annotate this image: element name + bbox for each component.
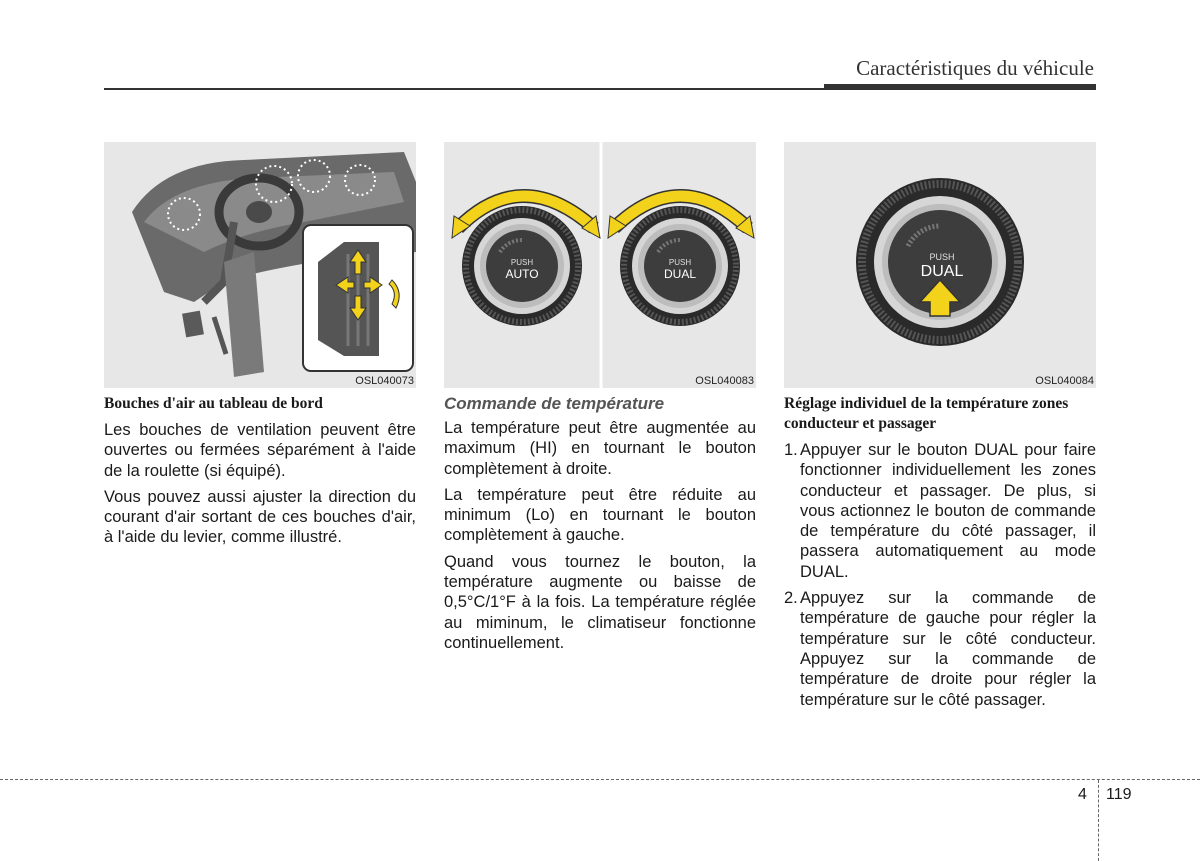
header-rule-accent — [824, 84, 1096, 89]
knob-left-push-text: PUSH — [510, 258, 534, 267]
list-item — [784, 588, 1096, 710]
dual-knob-push-illustration — [784, 142, 1096, 388]
figure-dashboard-vents — [104, 142, 416, 388]
knob-right-push-text: PUSH — [668, 258, 692, 267]
figure-temperature-knobs — [444, 142, 756, 388]
figure-code: OSL040084 — [1035, 375, 1094, 387]
section-heading: Bouches d'air au tableau de bord — [104, 395, 323, 412]
steps-list — [784, 440, 1096, 710]
step-number: 1. — [784, 441, 798, 459]
paragraph: Vous pouvez aussi ajuster la direction du courant d'air sortant de ces bouches d'air, à l'aide du levier, comme illustré. — [104, 487, 416, 547]
figure-code: OSL040083 — [695, 375, 754, 387]
paragraph: La température peut être réduite au minimum (Lo) en tournant le bouton complètement à gauche. — [444, 485, 756, 545]
knob-right-label: DUAL — [663, 267, 697, 281]
paragraph: Quand vous tournez le bouton, la température augmente ou baisse de 0,5°C/1°F à la fois. La température réglée au miminum, le climatiseur fonctionne continuellement. — [444, 552, 756, 652]
section-heading: Réglage individuel de la température zones conducteur et passager — [784, 395, 1069, 432]
knob-left-label: AUTO — [505, 267, 539, 281]
footer-rule — [0, 779, 1200, 780]
list-item — [784, 440, 1096, 582]
dashboard-vents-illustration — [104, 142, 416, 388]
step-text: Appuyez sur la commande de température de gauche pour régler la température sur le côté conducteur. Appuyez sur la commande de température de droite pour régler la température sur le côté passager. — [800, 589, 1096, 709]
figure-code: OSL040073 — [355, 375, 414, 387]
temperature-knobs-illustration — [444, 142, 756, 388]
running-header-title: Caractéristiques du véhicule — [856, 56, 1094, 80]
step-text: Appuyer sur le bouton DUAL pour faire fonctionner individuellement les zones conducteur et passager. De plus, si vous actionnez le bouton de commande de température du côté passager, il passera automatiquement au mode DUAL. — [800, 441, 1096, 581]
step-number: 2. — [784, 589, 798, 608]
paragraph: Les bouches de ventilation peuvent être ouvertes ou fermées séparément à l'aide de la roulette (si équipé). — [104, 421, 416, 480]
knob-push-text: PUSH — [929, 252, 955, 262]
paragraph: La température peut être augmentée au maximum (HI) en tournant le bouton complètement à droite. — [444, 419, 756, 478]
figure-dual-knob — [784, 142, 1096, 388]
section-heading: Commande de température — [444, 394, 665, 413]
footer-vertical-rule — [1098, 780, 1099, 861]
column-air-vents — [104, 394, 416, 554]
column-dual-zone — [784, 394, 1096, 716]
column-temperature-control — [444, 394, 756, 659]
page-number: 119 — [1106, 786, 1132, 803]
knob-dual-label: DUAL — [920, 263, 964, 280]
chapter-number: 4 — [1078, 786, 1087, 803]
